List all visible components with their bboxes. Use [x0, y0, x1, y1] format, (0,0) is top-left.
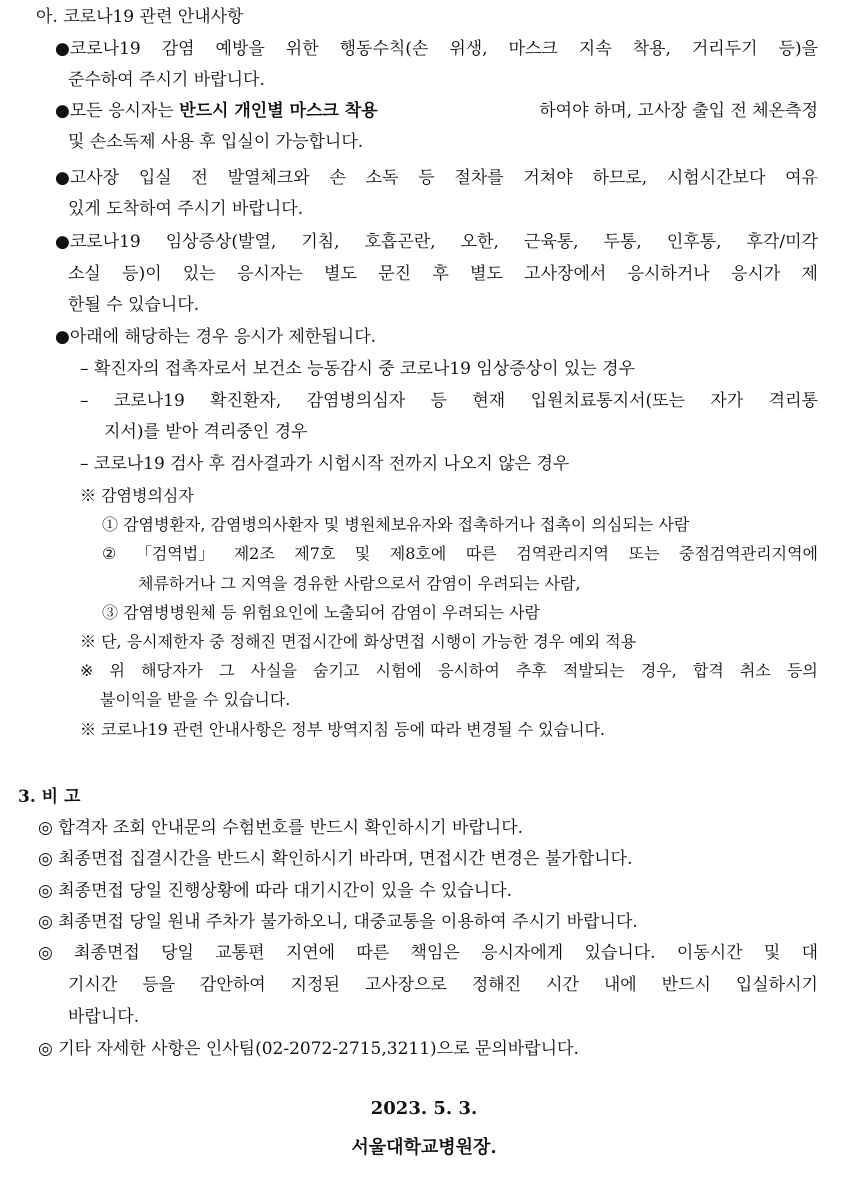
word: 「검역법」 — [135, 544, 215, 563]
word: 거리두기 — [691, 39, 758, 59]
word: 적발되는 — [562, 661, 625, 680]
word: 반드시 — [661, 975, 711, 995]
word: 응시가 — [730, 264, 781, 284]
word: 등의 — [786, 661, 818, 680]
word: 착용, — [632, 39, 671, 59]
word: 인후통, — [666, 232, 722, 252]
word: ●고사장 — [55, 168, 120, 188]
remark-penalty-line-2: 불이익을 받을 수 있습니다. — [100, 690, 291, 709]
covid-bullet-4-line-3: 한될 수 있습니다. — [68, 295, 200, 315]
word: 호흡곤란, — [364, 232, 436, 252]
word: 제8호에 — [389, 544, 447, 563]
word: 책임은 — [410, 943, 460, 963]
word: 고사장에서 — [524, 264, 607, 284]
word: 있는 — [182, 264, 216, 284]
word: 별도 — [470, 264, 503, 284]
word: 응시하여 — [437, 661, 500, 680]
word: 해당자가 — [141, 661, 203, 680]
word: 하므로, — [592, 168, 648, 188]
suspected-case-3: ③ 감염병병원체 등 위험요인에 노출되어 감염이 우려되는 사람 — [102, 603, 541, 622]
remark-penalty-line-1 — [80, 656, 818, 686]
word: 합격 — [692, 661, 724, 680]
covid-bullet-4-line-2 — [68, 259, 818, 289]
issuer-signature: 서울대학교병원장. — [351, 1137, 497, 1158]
word: ② — [102, 544, 117, 563]
word: 따른 — [465, 544, 497, 563]
covid-bullet-5: ●아래에 해당하는 경우 응시가 제한됩니다. — [55, 327, 377, 347]
remarks-item-2: ◎ 최종면접 집결시간을 반드시 확인하시기 바라며, 면접시간 변경은 불가합니다. — [38, 849, 633, 869]
remarks-item-5-line-2 — [68, 970, 818, 1000]
covid-bullet-2-post: 하여야 하며, 고사장 출입 전 체온측정 — [539, 101, 818, 121]
word: 등)을 — [778, 39, 818, 59]
word: 두통, — [603, 232, 642, 252]
word: 자가 — [710, 391, 744, 411]
covid-section-title: 아. 코로나19 관련 안내사항 — [36, 7, 244, 27]
word: 경우, — [640, 661, 677, 680]
word: 행동수칙(손 — [339, 39, 429, 59]
remarks-item-3: ◎ 최종면접 당일 진행상황에 따라 대기시간이 있을 수 있습니다. — [38, 881, 513, 901]
word: 후 — [432, 264, 449, 284]
word: 그 — [218, 661, 235, 680]
word: ※ — [80, 661, 94, 680]
word: 소실 — [68, 264, 101, 284]
word: 정해진 — [471, 975, 522, 995]
word: 등)이 — [122, 264, 162, 284]
word: ●코로나19 — [55, 39, 141, 59]
word: 문진 — [378, 264, 412, 284]
remark-policy-change: ※ 코로나19 관련 안내사항은 정부 방역지침 등에 따라 변경될 수 있습니다. — [80, 720, 606, 739]
remarks-item-5-line-1 — [38, 938, 818, 968]
word: 오한, — [460, 232, 499, 252]
word: 후각/미각 — [746, 232, 818, 252]
word: 지연에 — [285, 943, 336, 963]
word: 대 — [801, 943, 818, 963]
word: 숨기고 — [313, 661, 360, 680]
word: 시험에 — [375, 661, 422, 680]
word: 제2조 — [233, 544, 275, 563]
word: 지정된 — [290, 975, 340, 995]
word: 위한 — [285, 39, 319, 59]
suspected-case-2-line-2: 체류하거나 그 지역을 경유한 사람으로서 감염이 우려되는 사람, — [138, 574, 581, 593]
remark-exception: ※ 단, 응시제한자 중 정해진 면접시간에 화상면접 시행이 가능한 경우 예외 적용 — [80, 632, 637, 651]
word: 기시간 — [68, 975, 118, 995]
word: – — [80, 391, 89, 411]
covid-bullet-1-line-2: 준수하여 주시기 바랍니다. — [68, 70, 265, 90]
word: 근육통, — [523, 232, 579, 252]
word: 사실을 — [250, 661, 297, 680]
word: 응시자에게 — [481, 943, 564, 963]
word: 입원치료통지서(또는 — [530, 391, 686, 411]
word: 발열체크와 — [227, 168, 310, 188]
word: ◎ — [38, 943, 53, 963]
word: 감염 — [161, 39, 195, 59]
word: 교통편 — [215, 943, 265, 963]
restriction-item-1: – 확진자의 접촉자로서 보건소 능동감시 중 코로나19 임상증상이 있는 경우 — [80, 359, 636, 379]
covid-bullet-2-line-2: 및 손소독제 사용 후 입실이 가능합니다. — [68, 132, 364, 152]
restriction-item-3: – 코로나19 검사 후 검사결과가 시험시작 전까지 나오지 않은 경우 — [80, 454, 570, 474]
word: 제 — [801, 264, 818, 284]
word: 격리통 — [768, 391, 818, 411]
word: 전 — [191, 168, 208, 188]
word: 지속 — [578, 39, 612, 59]
word: 위 — [109, 661, 125, 680]
suspected-case-1: ① 감염병환자, 감염병의사환자 및 병원체보유자와 접촉하거나 접촉이 의심되는 사람 — [102, 515, 690, 534]
restriction-item-2-line-2: 지서)를 받아 격리중인 경우 — [104, 422, 308, 442]
word: 여유 — [785, 168, 818, 188]
word: 현재 — [472, 391, 506, 411]
word: 기침, — [301, 232, 340, 252]
covid-bullet-2-line-1 — [55, 96, 818, 126]
word: 등 — [430, 391, 447, 411]
word: 입실 — [138, 168, 172, 188]
word: 감안하여 — [199, 975, 266, 995]
word: 고사장으로 — [364, 975, 447, 995]
word: ●코로나19 — [55, 232, 141, 252]
word: 위생, — [449, 39, 488, 59]
word: 등을 — [142, 975, 176, 995]
covid-bullet-4-line-1 — [55, 227, 818, 257]
word: 및 — [763, 943, 781, 963]
word: 있습니다. — [584, 943, 656, 963]
covid-bullet-1-line-1 — [55, 34, 818, 64]
word: 내에 — [603, 975, 637, 995]
remarks-item-4: ◎ 최종면접 당일 원내 주차가 불가하오니, 대중교통을 이용하여 주시기 바랍니다. — [38, 912, 638, 932]
suspected-case-title: ※ 감염병의심자 — [80, 486, 194, 505]
word: 임상증상(발열, — [165, 232, 277, 252]
word: 당일 — [161, 943, 194, 963]
word: 검역관리지역 — [516, 544, 609, 563]
word: 취소 — [739, 661, 771, 680]
covid-bullet-2-emphasis: 반드시 개인별 마스크 착용 — [179, 101, 378, 121]
word: 중점검역관리지역에 — [678, 544, 818, 563]
word: 감염병의심자 — [306, 391, 406, 411]
remarks-item-1: ◎ 합격자 조회 안내문의 수험번호를 반드시 확인하시기 바랍니다. — [38, 818, 524, 838]
remarks-item-6: ◎ 기타 자세한 사항은 인사팀(02-2072-2715,3211)으로 문의바랍니다. — [38, 1039, 579, 1059]
remarks-section-title: 3. 비 고 — [18, 787, 81, 807]
word: 예방을 — [215, 39, 265, 59]
notice-date: 2023. 5. 3. — [370, 1098, 478, 1119]
word: 이동시간 — [676, 943, 743, 963]
remarks-item-5-line-3: 바랍니다. — [68, 1007, 140, 1027]
word: 거쳐야 — [523, 168, 573, 188]
word: 소독 — [365, 168, 399, 188]
word: 따른 — [356, 943, 390, 963]
word: 응시자는 — [237, 264, 303, 284]
word: 응시하거나 — [627, 264, 710, 284]
word: 시험시간보다 — [666, 168, 766, 188]
word: 또는 — [628, 544, 660, 563]
word: 및 — [354, 544, 371, 563]
word: 시간 — [546, 975, 579, 995]
word: 최종면접 — [74, 943, 140, 963]
word: 확진환자, — [210, 391, 282, 411]
covid-bullet-3-line-2: 있게 도착하여 주시기 바랍니다. — [68, 199, 304, 219]
word: 손 — [329, 168, 346, 188]
word: 코로나19 — [113, 391, 185, 411]
word: 절차를 — [454, 168, 504, 188]
word: 입실하시기 — [735, 975, 818, 995]
word: 별도 — [324, 264, 357, 284]
word: 제7호 — [294, 544, 336, 563]
word: 등 — [418, 168, 435, 188]
covid-bullet-2-pre: ●모든 응시자는 — [55, 101, 180, 121]
word: 마스크 — [508, 39, 558, 59]
restriction-item-2-line-1 — [80, 386, 818, 416]
suspected-case-2-line-1 — [102, 539, 818, 569]
word: 추후 — [515, 661, 547, 680]
covid-bullet-3-line-1 — [55, 163, 818, 193]
